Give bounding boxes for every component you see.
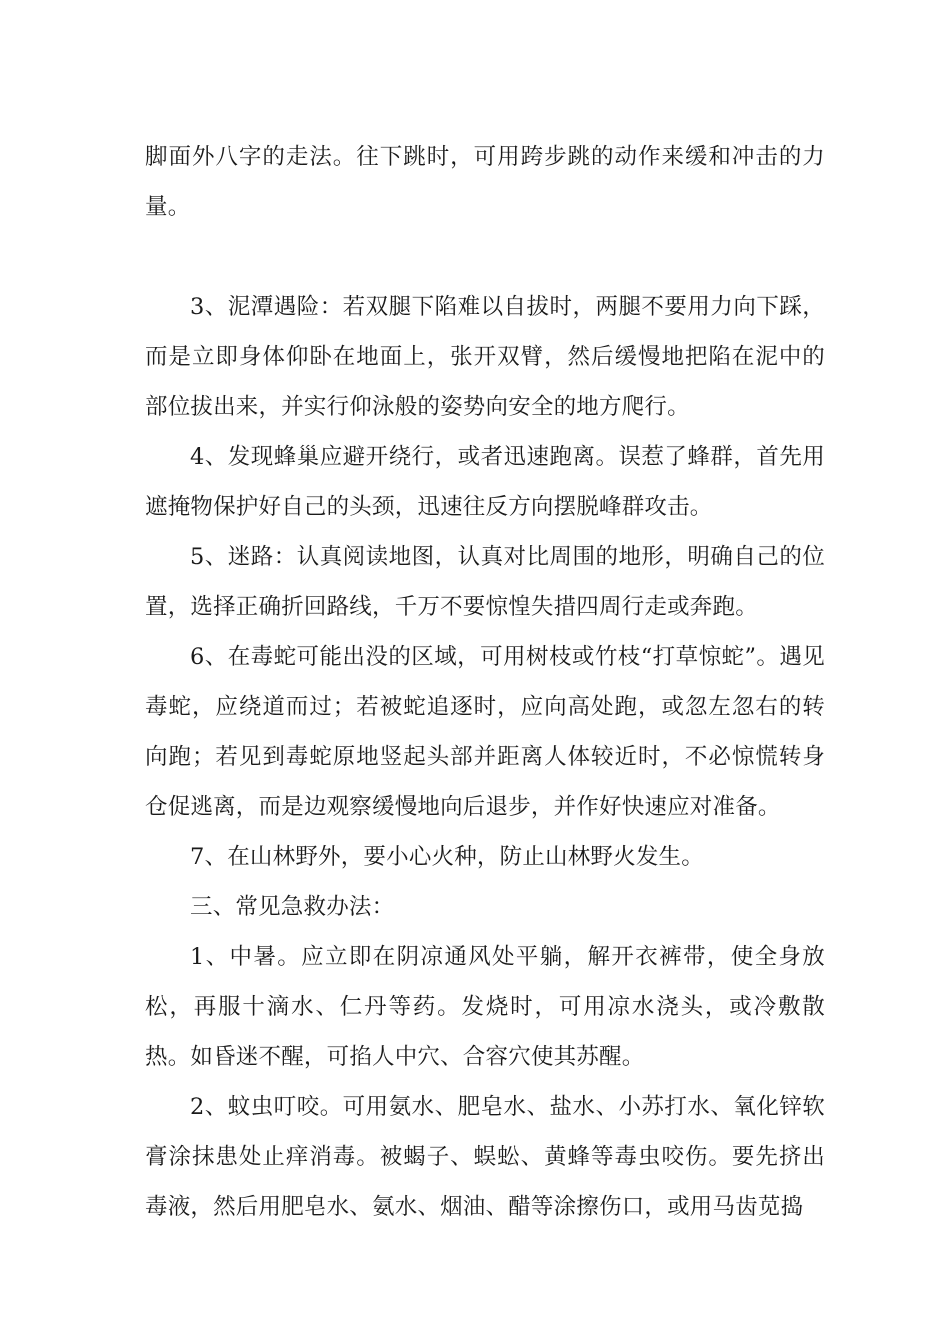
section-heading-first-aid: 三、常见急救办法： — [190, 894, 395, 920]
paragraph-fire: 7、在山林野外，要小心火种，防止山林野火发生。 — [190, 844, 704, 870]
paragraph-lost: 5、迷路：认真阅读地图，认真对比周围的地形，明确自己的位置，选择正确折回路线，千万不要惊惶失措四周行走或奔跑。 — [145, 544, 825, 620]
paragraph-insect-bites: 2、蚊虫叮咬。可用氨水、肥皂水、盐水、小苏打水、氧化锌软膏涂抹患处止痒消毒。被蝎子、蜈蚣、黄蜂等毒虫咬伤。要先挤出毒液，然后用肥皂水、氨水、烟油、醋等涂擦伤口，或用马齿苋捣 — [145, 1094, 825, 1220]
paragraph-snake: 6、在毒蛇可能出没的区域，可用树枝或竹枝“打草惊蛇”。遇见毒蛇，应绕道而过；若被蛇追逐时，应向高处跑，或忽左忽右的转向跑；若见到毒蛇原地竖起头部并距离人体较近时，不必惊慌转身仓促逃离，而是边观察缓慢地向后退步，并作好快速应对准备。 — [145, 644, 825, 820]
paragraph-continuation: 脚面外八字的走法。往下跳时，可用跨步跳的动作来缓和冲击的力量。 — [145, 144, 825, 220]
paragraph-bee-nest: 4、发现蜂巢应避开绕行，或者迅速跑离。误惹了蜂群，首先用遮掩物保护好自己的头颈，迅速往反方向摆脱峰群攻击。 — [145, 444, 825, 520]
document-body — [145, 132, 825, 1232]
paragraph-heatstroke: 1、中暑。应立即在阴凉通风处平躺，解开衣裤带，使全身放松，再服十滴水、仁丹等药。发烧时，可用凉水浇头，或冷敷散热。如昏迷不醒，可掐人中穴、合容穴使其苏醒。 — [145, 944, 825, 1070]
paragraph-mud-danger: 3、泥潭遇险：若双腿下陷难以自拔时，两腿不要用力向下踩，而是立即身体仰卧在地面上，张开双臂，然后缓慢地把陷在泥中的部位拔出来，并实行仰泳般的姿势向安全的地方爬行。 — [145, 294, 825, 420]
